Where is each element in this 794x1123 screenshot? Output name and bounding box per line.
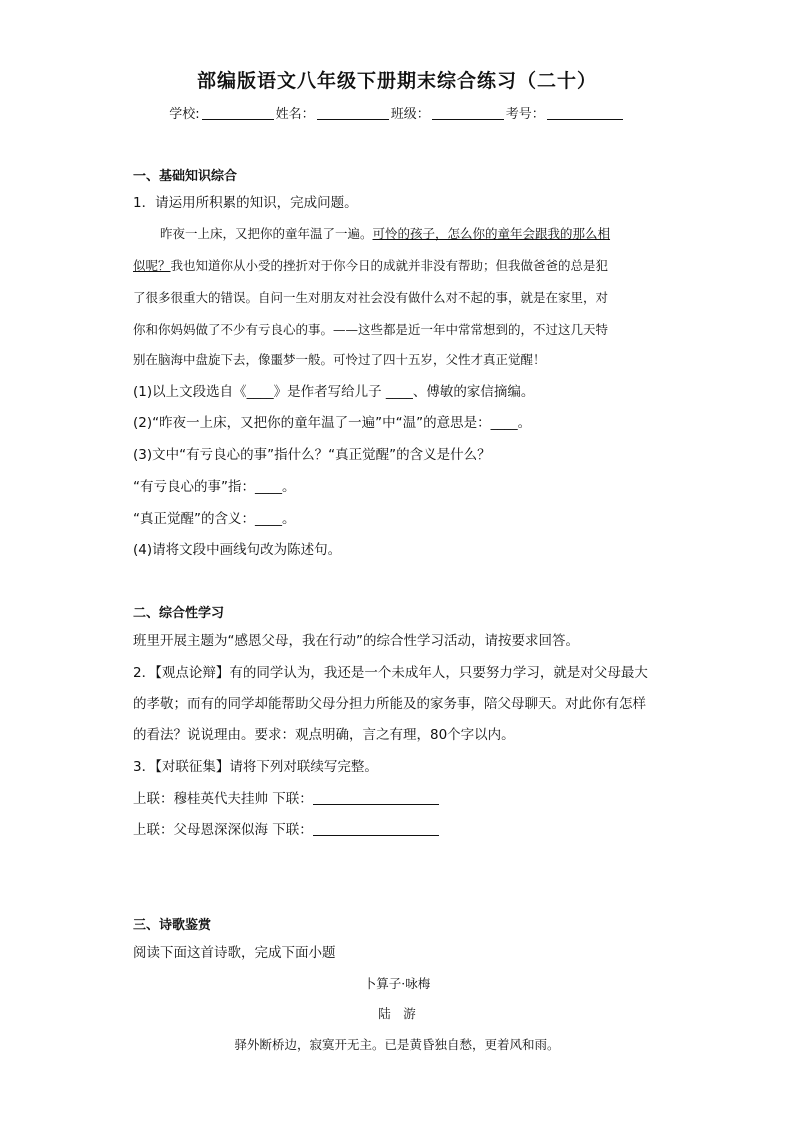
passage-text: 我也知道你从小受的挫折对于你今日的成就并非没有帮助；但我做爸爸的总是犯 — [170, 258, 609, 273]
poem-title: 卜算子·咏梅 — [363, 976, 431, 991]
passage-line-3: 了很多很重大的错误。自问一生对朋友对社会没有做什么对不起的事，就是在家里，对 — [133, 290, 609, 305]
passage-text: 昨夜一上床，又把你的童年温了一遍。 — [160, 226, 373, 241]
section-3-heading: 三、诗歌鉴赏 — [133, 918, 212, 933]
section-2-heading: 二、综合性学习 — [133, 606, 225, 621]
name-blank[interactable] — [317, 105, 389, 120]
question-3: 3．【对联征集】请将下列对联续写完整。 — [133, 759, 378, 775]
couplet-1-text: 上联：穆桂英代夫挂帅 下联： — [133, 791, 313, 807]
couplet-1 — [133, 787, 439, 807]
question-2-line-3: 的看法？说说理由。要求：观点明确，言之有理，80个字以内。 — [133, 727, 515, 743]
sub-question-4: (4)请将文段中画线句改为陈述句。 — [133, 542, 342, 558]
page-title: 部编版语文八年级下册期末综合练习（二十） — [196, 70, 597, 92]
couplet-2 — [133, 818, 439, 838]
question-2-line-2: 的孝敬；而有的同学却能帮助父母分担力所能及的家务事，陪父母聊天。对此你有怎样 — [133, 696, 646, 712]
section-2-intro: 班里开展主题为“感恩父母，我在行动”的综合性学习活动，请按要求回答。 — [133, 633, 579, 649]
passage-line-1 — [160, 224, 610, 242]
question-1: 1．请运用所积累的知识，完成问题。 — [133, 195, 358, 211]
school-label: 学校: — [169, 107, 200, 122]
sub-question-1: (1)以上文段选自《____》是作者写给儿子 ____、傅敏的家信摘编。 — [133, 384, 535, 400]
couplet-1-blank[interactable] — [313, 790, 439, 805]
couplet-2-blank[interactable] — [313, 821, 439, 836]
passage-line-4: 你和你妈妈做了不少有亏良心的事。——这些都是近一年中常常想到的，不过这几天特 — [133, 322, 609, 337]
class-label: 班级： — [390, 107, 430, 122]
passage-line-5: 别在脑海中盘旋下去，像噩梦一般。可怜过了四十五岁，父性才真正觉醒！ — [133, 352, 546, 367]
section-1-heading: 一、基础知识综合 — [133, 169, 238, 184]
class-blank[interactable] — [432, 105, 504, 120]
sub-question-3b: “真正觉醒”的含义：____。 — [133, 511, 296, 527]
underlined-sentence: 似呢？ — [133, 258, 171, 273]
number-label: 考号： — [505, 107, 545, 122]
passage-line-2 — [133, 256, 608, 274]
sub-question-2: (2)“昨夜一上床，又把你的童年温了一遍”中“温”的意思是：____。 — [133, 415, 532, 431]
name-label: 姓名： — [275, 107, 315, 122]
question-2-line-1: 2．【观点论辩】有的同学认为，我还是一个未成年人，只要努力学习，就是对父母最大 — [133, 665, 648, 681]
school-blank[interactable] — [202, 105, 274, 120]
poem-author: 陆 游 — [378, 1006, 416, 1021]
couplet-2-text: 上联：父母恩深深似海 下联： — [133, 822, 313, 838]
student-info-row — [0, 103, 794, 122]
underlined-sentence: 可怜的孩子，怎么你的童年会跟我的那么相 — [372, 226, 611, 241]
number-blank[interactable] — [547, 105, 623, 120]
section-3-intro: 阅读下面这首诗歌，完成下面小题 — [133, 945, 336, 961]
sub-question-3a: “有亏良心的事”指：____。 — [133, 479, 296, 495]
sub-question-3: (3)文中“有亏良心的事”指什么？“真正觉醒”的含义是什么？ — [133, 447, 491, 463]
poem-verse-1: 驿外断桥边，寂寞开无主。已是黄昏独自愁，更着风和雨。 — [234, 1037, 560, 1052]
